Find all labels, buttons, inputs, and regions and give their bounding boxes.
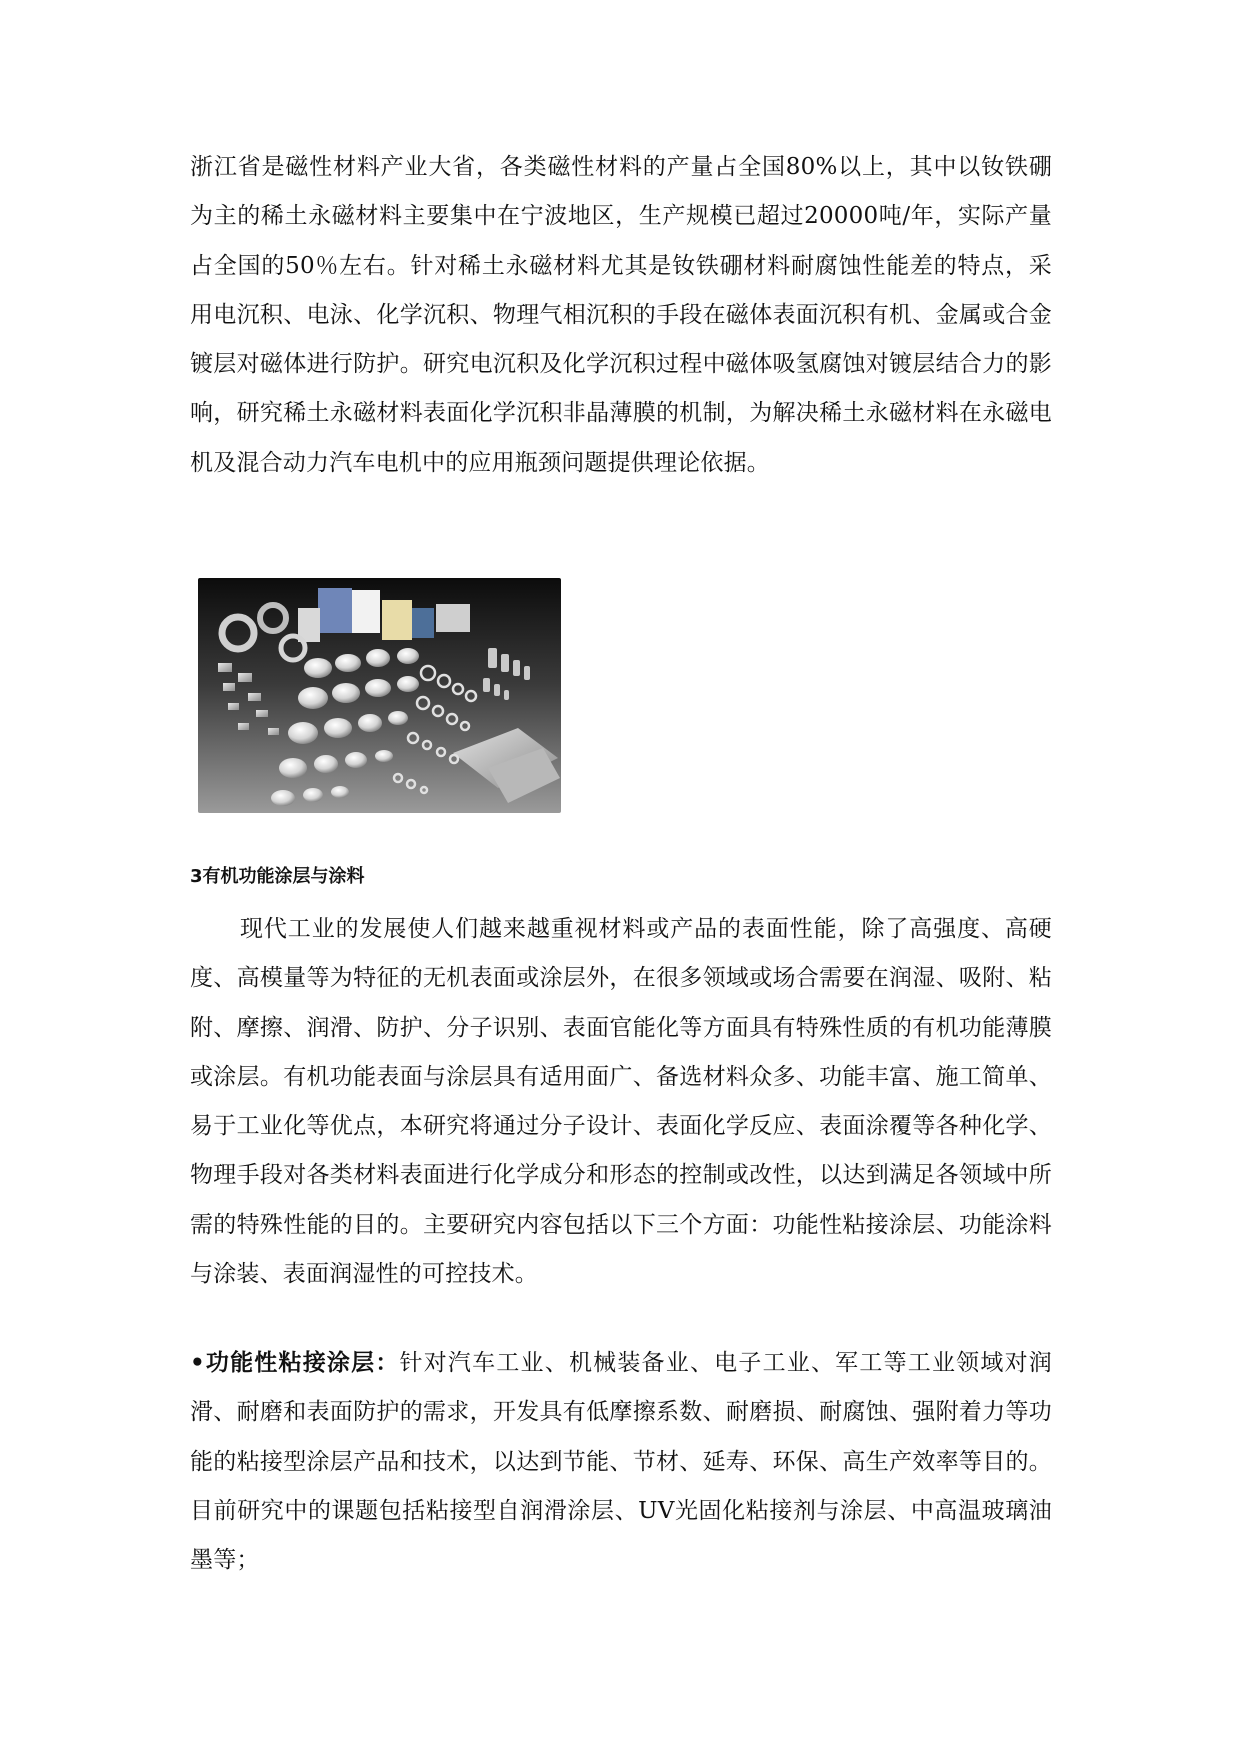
paragraph-magnetic-materials: 浙江省是磁性材料产业大省，各类磁性材料的产量占全国80%以上，其中以钕铁硼为主的稀土永磁材料主要集中在宁波地区，生产规模已超过20000吨/年，实际产量占全国的50％左右。针对稀土永磁材料尤其是钕铁硼材料耐腐蚀性能差的特点，采用电沉积、电泳、化学沉积、物理气相沉积的手段在磁体表面沉积有机、金属或合金镀层对磁体进行防护。研究电沉积及化学沉积过程中磁体吸氢腐蚀对镀层结合力的影响，研究稀土永磁材料表面化学沉积非晶薄膜的机制，为解决稀土永磁材料在永磁电机及混合动力汽车电机中的应用瓶颈问题提供理论依据。 xyxy=(190,154,1052,476)
paragraph-organic-coatings: 现代工业的发展使人们越来越重视材料或产品的表面性能，除了高强度、高硬度、高模量等为特征的无机表面或涂层外，在很多领域或场合需要在润湿、吸附、粘附、摩擦、润滑、防护、分子识别、表面官能化等方面具有特殊性质的有机功能薄膜或涂层。有机功能表面与涂层具有适用面广、备选材料众多、功能丰富、施工简单、易于工业化等优点，本研究将通过分子设计、表面化学反应、表面涂覆等各种化学、物理手段对各类材料表面进行化学成分和形态的控制或改性，以达到满足各领域中所需的特殊性能的目的。主要研究内容包括以下三个方面：功能性粘接涂层、功能涂料与涂装、表面润湿性的可控技术。 xyxy=(190,916,1052,1288)
magnets-photo xyxy=(198,578,561,813)
bullet-lead-label: •功能性粘接涂层： xyxy=(190,1350,400,1376)
section-heading: 3有机功能涂层与涂料 xyxy=(190,866,365,887)
bullet-body-text: 针对汽车工业、机械装备业、电子工业、军工等工业领域对润滑、耐磨和表面防护的需求，开发具有低摩擦系数、耐磨损、耐腐蚀、强附着力等功能的粘接型涂层产品和技术，以达到节能、节材、延寿、环保、高生产效率等目的。目前研究中的课题包括粘接型自润滑涂层、UV光固化粘接剂与涂层、中高温玻璃油墨等； xyxy=(190,1350,1052,1574)
bullet-adhesive-coating xyxy=(190,1339,1052,1585)
